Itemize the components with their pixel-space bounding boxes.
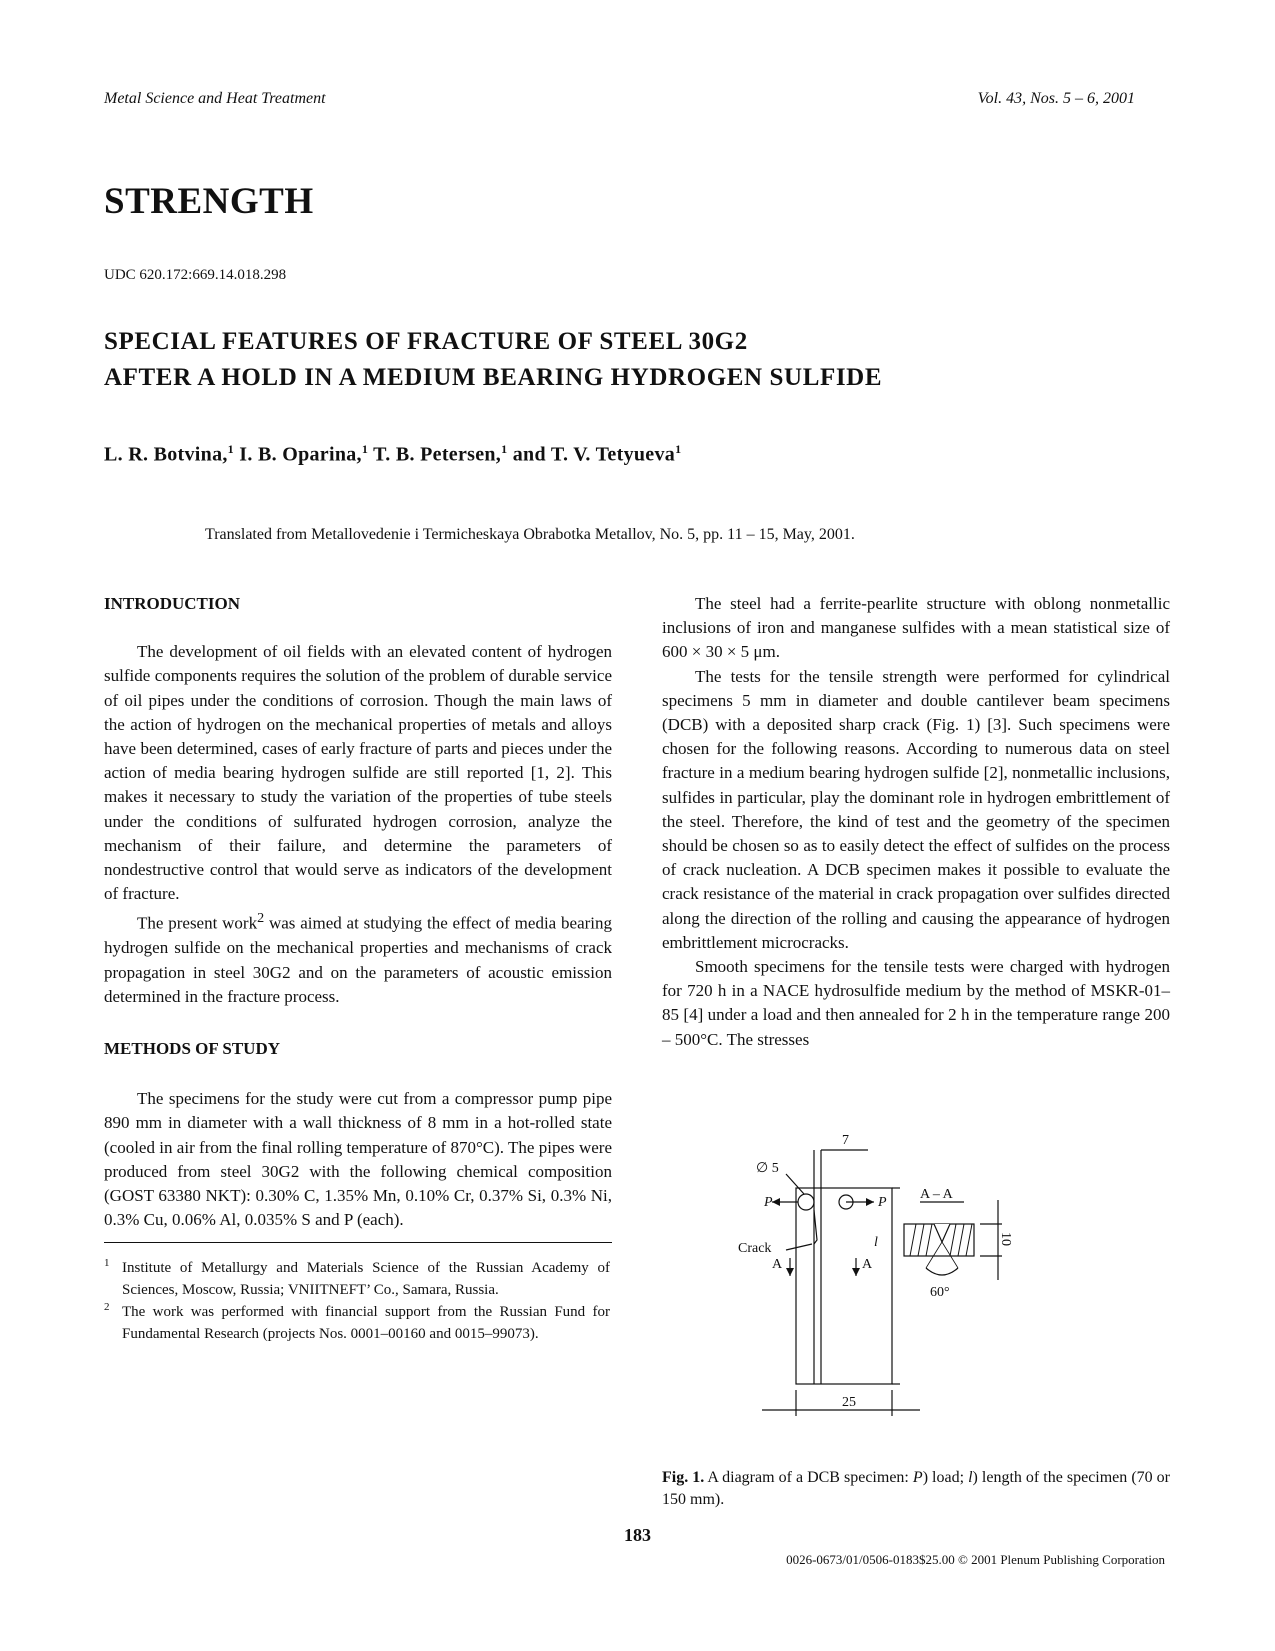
- specimen-outline: [796, 1188, 892, 1384]
- title-line-2: AFTER A HOLD IN A MEDIUM BEARING HYDROGEN SULFIDE: [104, 364, 883, 391]
- section-mark-right: A: [862, 1257, 873, 1272]
- section-heading: STRENGTH: [104, 181, 314, 222]
- copyright-line: 0026-0673/01/0506-0183$25.00 © 2001 Plenum Publishing Corporation: [786, 1552, 1165, 1567]
- footnote-mark: 2: [257, 910, 265, 927]
- affiliation-mark: 1: [501, 442, 508, 456]
- page-number: 183: [624, 1525, 651, 1545]
- load-right-label: P: [878, 1195, 887, 1210]
- caption-symbol: l: [968, 1469, 973, 1486]
- v-groove: [934, 1224, 950, 1242]
- paragraph: The development of oil fields with an elevated content of hydrogen sulfide components requires the solution of the problem of durable service of oil pipes under the conditions of corrosion. Though the main laws of the action of hydrogen on the mechanical properties of metals and alloys have been determined, cases of early fracture of parts and pieces under the action of media bearing hydrogen sulfide are still reported [1, 2]. This makes it necessary to study the variation of the properties of tube steels under the conditions of sulfurated hydrogen corrosion, analyze the mechanism of their failure, and determine the parameters of nondestructive control that would serve as indicators of the development of fracture.: [104, 642, 612, 904]
- angle-line: [942, 1242, 958, 1268]
- author-name: L. R. Botvina,: [104, 443, 228, 466]
- paragraph: The specimens for the study were cut from a compressor pump pipe 890 mm in diameter with a wall thickness of 8 mm in a hot-rolled state (cooled in air from the final rolling temperature of 870°C). The pipes were produced from steel 30G2 with the following chemical composition (GOST 63380 NKT): 0.30% C, 1.35% Mn, 0.10% Cr, 0.37% Si, 0.3% Ni, 0.3% Cu, 0.06% Al, 0.035% S and P (each).: [104, 1089, 612, 1230]
- dim-width-label: 25: [842, 1395, 856, 1410]
- leader-line: [786, 1174, 804, 1194]
- footnote: [104, 1257, 612, 1301]
- load-left-label: P: [764, 1195, 773, 1210]
- angle-arc: [926, 1268, 958, 1275]
- footnote-number: 1: [104, 1257, 110, 1270]
- caption-label: Fig. 1.: [662, 1469, 705, 1486]
- arrowhead: [786, 1268, 794, 1276]
- footnote-number: 2: [104, 1301, 110, 1314]
- caption-text: ) length of the specimen (70 or 150 mm).: [662, 1469, 1171, 1508]
- affiliation-mark: 1: [227, 442, 234, 456]
- section-title: A – A: [920, 1187, 953, 1202]
- title-line-1: SPECIAL FEATURES OF FRACTURE OF STEEL 30G2: [104, 328, 748, 355]
- paragraph-text: The present work: [137, 914, 258, 934]
- author-name: and T. V. Tetyueva: [512, 443, 676, 466]
- footnote-rule: [104, 1242, 612, 1243]
- affiliation-mark: 1: [361, 442, 369, 456]
- footnote-text: The work was performed with financial support from the Russian Fund for Fundamental Research (projects Nos. 0001–00160 and 0015–99073).: [122, 1304, 610, 1343]
- article-title: [104, 324, 1144, 396]
- caption-text: A diagram of a DCB specimen:: [704, 1469, 913, 1486]
- dcb-specimen-diagram: [738, 1133, 1080, 1440]
- udc-code: UDC 620.172:669.14.018.298: [104, 267, 287, 283]
- paragraph: Smooth specimens for the tensile tests were charged with hydrogen for 720 h in a NACE hydrosulfide medium by the method of MSKR-01–85 [4] under a load and then annealed for 2 h in the temperature range 200 – 500°C. The stresses: [662, 957, 1170, 1049]
- methods-heading: METHODS OF STUDY: [104, 1038, 281, 1058]
- angle-label: 60°: [930, 1285, 950, 1300]
- author-name: I. B. Oparina,: [239, 443, 362, 466]
- arrowhead: [866, 1198, 874, 1206]
- right-column: [662, 592, 1170, 1052]
- caption-symbol: P: [912, 1469, 923, 1486]
- author-name: T. B. Petersen,: [373, 443, 502, 466]
- leader-line: [786, 1244, 812, 1250]
- paragraph: The steel had a ferrite-pearlite structure with oblong nonmetallic inclusions of iron and manganese sulfides with a mean statistical size of 600 × 30 × 5 μm.: [662, 594, 1170, 662]
- volume-info: Vol. 43, Nos. 5 – 6, 2001: [977, 90, 1135, 107]
- caption-text: ) load;: [922, 1469, 969, 1486]
- introduction-heading: INTRODUCTION: [104, 594, 241, 613]
- dim-height-label: 10: [998, 1232, 1013, 1246]
- crack-label: Crack: [738, 1241, 772, 1256]
- length-label: l: [874, 1235, 878, 1250]
- paragraph: The tests for the tensile strength were performed for cylindrical specimens 5 mm in diameter and double cantilever beam specimens (DCB) with a deposited sharp crack (Fig. 1) [3]. Such specimens were chosen for the following reasons. According to numerous data on steel fracture in a medium bearing hydrogen sulfide [2], nonmetallic inclusions, sulfides in particular, play the dominant role in hydrogen embrittlement of the steel. Therefore, the kind of test and the geometry of the specimen should be chosen so as to easily detect the effect of sulfides on the process of crack nucleation. A DCB specimen makes it possible to evaluate the crack resistance of the material in crack propagation over sulfides directed along the direction of the rolling and causing the appearance of hydrogen embrittlement microcracks.: [662, 666, 1170, 952]
- arrowhead: [852, 1268, 860, 1276]
- footnote-text: Institute of Metallurgy and Materials Science of the Russian Academy of Sciences, Moscow, Russia; VNIITNEFT’ Co., Samara, Russia.: [122, 1260, 610, 1299]
- hole-diameter-label: ∅ 5: [756, 1161, 779, 1176]
- loading-hole: [798, 1194, 814, 1210]
- dim-top-label: 7: [842, 1133, 849, 1148]
- affiliation-mark: 1: [675, 442, 682, 456]
- paragraph: [104, 906, 612, 1008]
- author-list: [104, 442, 681, 467]
- left-column: [104, 592, 612, 1345]
- journal-name: Metal Science and Heat Treatment: [104, 90, 326, 107]
- figure-caption: [662, 1467, 1170, 1511]
- paragraph-text: was aimed at studying the effect of media bearing hydrogen sulfide on the mechanical properties and mechanisms of crack propagation in steel 30G2 and on the parameters of acoustic emission determined in the fracture process.: [104, 914, 613, 1006]
- translation-note: Translated from Metallovedenie i Termicheskaya Obrabotka Metallov, No. 5, pp. 11 – 15, May, 2001.: [205, 526, 855, 543]
- section-mark-left: A: [772, 1257, 783, 1272]
- arrowhead: [772, 1198, 780, 1206]
- footnote: [104, 1301, 612, 1345]
